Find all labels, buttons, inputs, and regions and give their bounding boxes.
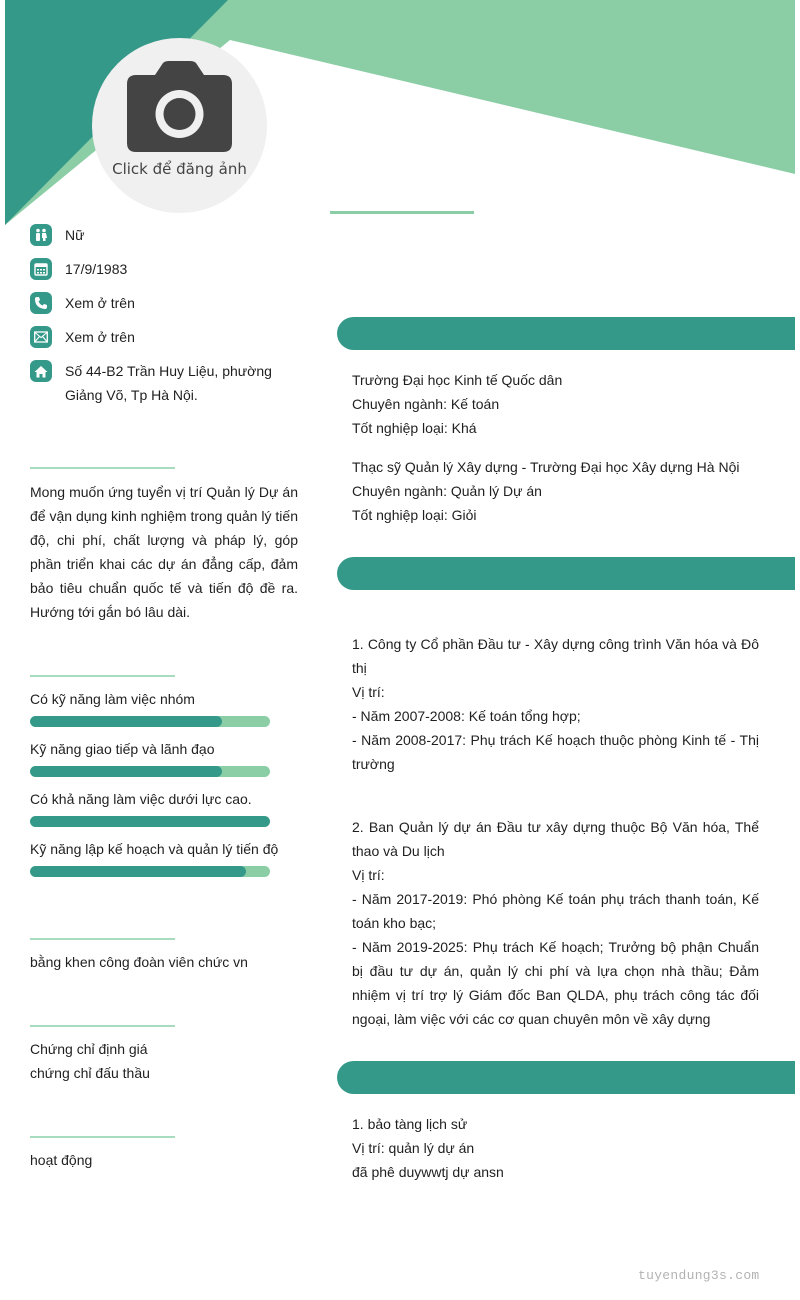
info-email — [30, 326, 310, 349]
home-icon — [30, 360, 52, 382]
objective-divider — [30, 467, 175, 469]
calendar-icon — [30, 258, 52, 280]
camera-icon — [127, 61, 232, 153]
skill-bar-fill — [30, 866, 246, 877]
experience-position-label: Vị trí: — [352, 867, 385, 883]
education-school: Thạc sỹ Quản lý Xây dựng - Trường Đại học Xây dựng Hà Nội — [352, 459, 740, 475]
skill-bar — [30, 766, 270, 777]
gender-value: Nữ — [65, 227, 85, 243]
projects-list — [352, 1112, 759, 1184]
watermark: tuyendung3s.com — [638, 1268, 760, 1283]
birthday-value: 17/9/1983 — [65, 261, 128, 277]
education-major: Chuyên ngành: Quản lý Dự án — [352, 483, 542, 499]
education-major: Chuyên ngành: Kế toán — [352, 396, 500, 412]
experience-detail: - Năm 2017-2019: Phó phòng Kế toán phụ trách thanh toán, Kế toán kho bạc; — [352, 891, 759, 931]
education-list — [352, 368, 759, 527]
skill-bar-fill — [30, 716, 222, 727]
experience-company: 1. Công ty Cổ phần Đầu tư - Xây dựng công trình Văn hóa và Đô thị — [352, 636, 759, 676]
gender-icon — [30, 224, 52, 246]
awards-text — [30, 950, 298, 974]
skill-bar-fill — [30, 816, 270, 827]
info-address — [30, 360, 310, 407]
email-icon — [30, 326, 52, 348]
award-item: bằng khen công đoàn viên chức vn — [30, 954, 248, 970]
skill-label: Có khả năng làm việc dưới lực cao. — [30, 791, 252, 807]
experience-header-bar — [337, 557, 795, 590]
address-value: Số 44-B2 Trần Huy Liệu, phường Giảng Võ, Tp Hà Nội. — [65, 363, 272, 403]
objective-text: Mong muốn ứng tuyển vị trí Quản lý Dự án để vận dụng kinh nghiệm trong quản lý tiến độ, chi phí, chất lượng và pháp lý, góp phần triển khai các dự án đẳng cấp, đảm bảo tiêu chuẩn quốc tế và tiến độ đề ra. Hướng tới gắn bó lâu dài. — [30, 484, 298, 620]
interests-text — [30, 1148, 298, 1172]
education-grade: Tốt nghiệp loại: Khá — [352, 420, 477, 436]
skill-bar — [30, 866, 270, 877]
interests-divider — [30, 1136, 175, 1138]
project-detail: đã phê duywwtj dự ansn — [352, 1164, 504, 1180]
skill-bar — [30, 716, 270, 727]
awards-divider — [30, 938, 175, 940]
project-name: 1. bảo tàng lịch sử — [352, 1116, 468, 1132]
avatar-upload[interactable] — [92, 38, 267, 213]
project-position: Vị trí: quản lý dự án — [352, 1140, 475, 1156]
info-birthday — [30, 258, 310, 281]
info-gender — [30, 224, 310, 247]
certificates-divider — [30, 1025, 175, 1027]
email-value: Xem ở trên — [65, 329, 135, 345]
skill-bar — [30, 816, 270, 827]
skill-label: Có kỹ năng làm việc nhóm — [30, 691, 195, 707]
certificates-text — [30, 1037, 298, 1085]
interest-item: hoạt động — [30, 1152, 93, 1168]
experience-detail: - Năm 2019-2025: Phụ trách Kế hoạch; Trưởng bộ phận Chuẩn bị đầu tư dự án, quản lý chi phí và lựa chọn nhà thầu; Đảm nhiệm vị trí trợ lý Giám đốc Ban QLDA, phụ trách công tác đối ngoại, làm việc với các cơ quan chuyên môn về xây dựng — [352, 939, 759, 1027]
skill-label: Kỹ năng lập kế hoạch và quản lý tiến độ — [30, 841, 279, 857]
education-grade: Tốt nghiệp loại: Giỏi — [352, 507, 477, 523]
experience-position-label: Vị trí: — [352, 684, 385, 700]
education-header-bar — [337, 317, 795, 350]
avatar-upload-label: Click để đăng ảnh — [112, 160, 247, 178]
certificate-item: Chứng chỉ định giá — [30, 1041, 148, 1057]
education-school: Trường Đại học Kinh tế Quốc dân — [352, 372, 563, 388]
projects-header-bar — [337, 1061, 795, 1094]
name-underline — [330, 211, 474, 214]
experience-detail: - Năm 2007-2008: Kế toán tổng hợp; — [352, 708, 581, 724]
experience-detail: - Năm 2008-2017: Phụ trách Kế hoạch thuộc phòng Kinh tế - Thị trường — [352, 732, 759, 772]
skill-bar-fill — [30, 766, 222, 777]
skill-label: Kỹ năng giao tiếp và lãnh đạo — [30, 741, 215, 757]
experience-list — [352, 632, 759, 1031]
phone-value: Xem ở trên — [65, 295, 135, 311]
phone-icon — [30, 292, 52, 314]
info-phone — [30, 292, 310, 315]
skills-divider — [30, 675, 175, 677]
experience-company: 2. Ban Quản lý dự án Đầu tư xây dựng thuộc Bộ Văn hóa, Thể thao và Du lịch — [352, 819, 759, 859]
certificate-item: chứng chỉ đấu thầu — [30, 1065, 150, 1081]
